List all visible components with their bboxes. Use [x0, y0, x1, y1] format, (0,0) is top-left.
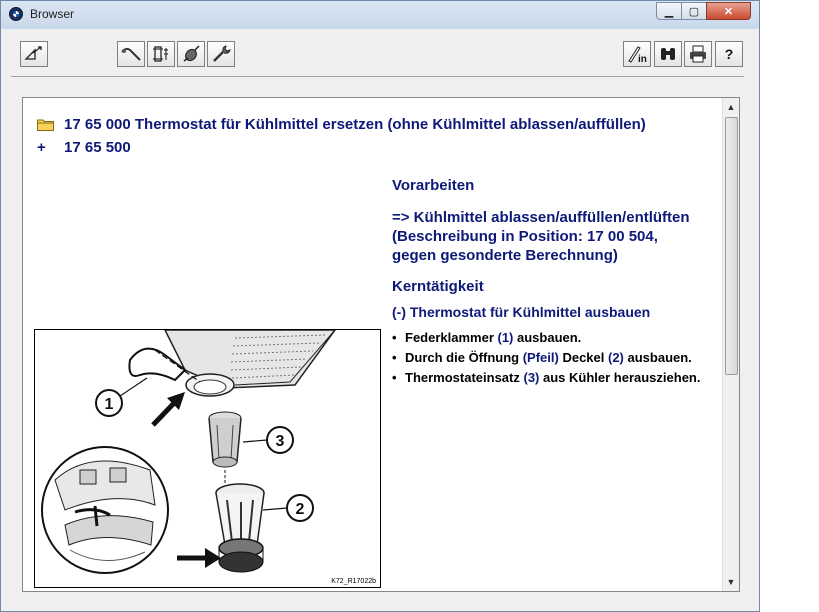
close-button[interactable]: ✕	[706, 2, 751, 20]
prework-line: gegen gesonderte Berechnung)	[392, 247, 618, 264]
detail-magnifier	[42, 447, 168, 573]
wrench-tool-button[interactable]	[117, 41, 145, 67]
list-item: • Durch die Öffnung (Pfeil) Deckel (2) ausbauen.	[392, 350, 692, 365]
scroll-thumb[interactable]	[725, 117, 738, 375]
callout-1: 1	[104, 396, 114, 413]
callout-3: 3	[275, 433, 285, 450]
step-list	[392, 331, 712, 391]
prework-text	[392, 208, 722, 265]
search-button[interactable]	[654, 41, 682, 67]
binoculars-search-icon	[657, 44, 679, 64]
cover-cap	[216, 484, 264, 572]
expand-marker[interactable]: +	[37, 139, 46, 156]
printer-icon	[687, 44, 709, 64]
document-view[interactable]	[22, 97, 740, 592]
prework-link[interactable]: => Kühlmittel ablassen/auffüllen/entlüften	[392, 209, 690, 226]
minimize-button[interactable]: ▁	[656, 2, 682, 20]
radiator-housing	[165, 330, 335, 396]
help-icon: ?	[724, 46, 734, 62]
vertical-scrollbar[interactable]	[722, 98, 739, 591]
core-heading: Kerntätigkeit	[392, 278, 484, 295]
spanner-button[interactable]	[207, 41, 235, 67]
maximize-button[interactable]: ▢	[681, 2, 707, 20]
torque-tool-button[interactable]	[147, 41, 175, 67]
callout-2: 2	[295, 501, 305, 518]
help-button[interactable]	[715, 41, 743, 67]
thermostat-drawing	[35, 330, 380, 587]
window-controls	[657, 2, 751, 20]
list-item: • Thermostateinsatz (3) aus Kühler herausziehen.	[392, 370, 701, 385]
navigation-icon	[23, 44, 45, 64]
repair-illustration	[34, 329, 381, 588]
window-title: Browser	[30, 7, 75, 21]
thermostat-insert	[209, 412, 241, 485]
torque-tool-icon	[150, 44, 172, 64]
document-heading	[37, 116, 646, 133]
lubricant-button[interactable]	[177, 41, 205, 67]
wrench-tool-icon	[120, 44, 142, 64]
toolbar	[11, 35, 744, 77]
prework-heading: Vorarbeiten	[392, 177, 475, 194]
prework-line: (Beschreibung in Position: 17 00 504,	[392, 228, 658, 245]
figure-caption: K72_R17022b	[331, 578, 376, 585]
remove-heading: (-) Thermostat für Kühlmittel ausbauen	[392, 304, 651, 320]
sub-code[interactable]: 17 65 500	[64, 139, 131, 156]
svg-text:in: in	[638, 54, 647, 64]
sub-item	[37, 139, 131, 156]
lubricant-icon	[180, 44, 202, 64]
title-bar[interactable]	[1, 1, 759, 29]
info-pencil-button[interactable]	[623, 41, 651, 67]
spanner-icon	[210, 44, 232, 64]
info-pencil-icon	[626, 44, 648, 64]
folder-icon[interactable]	[37, 118, 54, 131]
list-item: • Federklammer (1) ausbauen.	[392, 330, 582, 345]
scroll-down-button[interactable]: ▼	[726, 577, 736, 587]
print-button[interactable]	[684, 41, 712, 67]
scroll-up-button[interactable]: ▲	[726, 102, 736, 112]
navigation-button[interactable]	[20, 41, 48, 67]
document-title[interactable]: 17 65 000 Thermostat für Kühlmittel ersetzen (ohne Kühlmittel ablassen/auffüllen)	[64, 116, 646, 133]
bmw-logo-icon	[9, 7, 23, 21]
